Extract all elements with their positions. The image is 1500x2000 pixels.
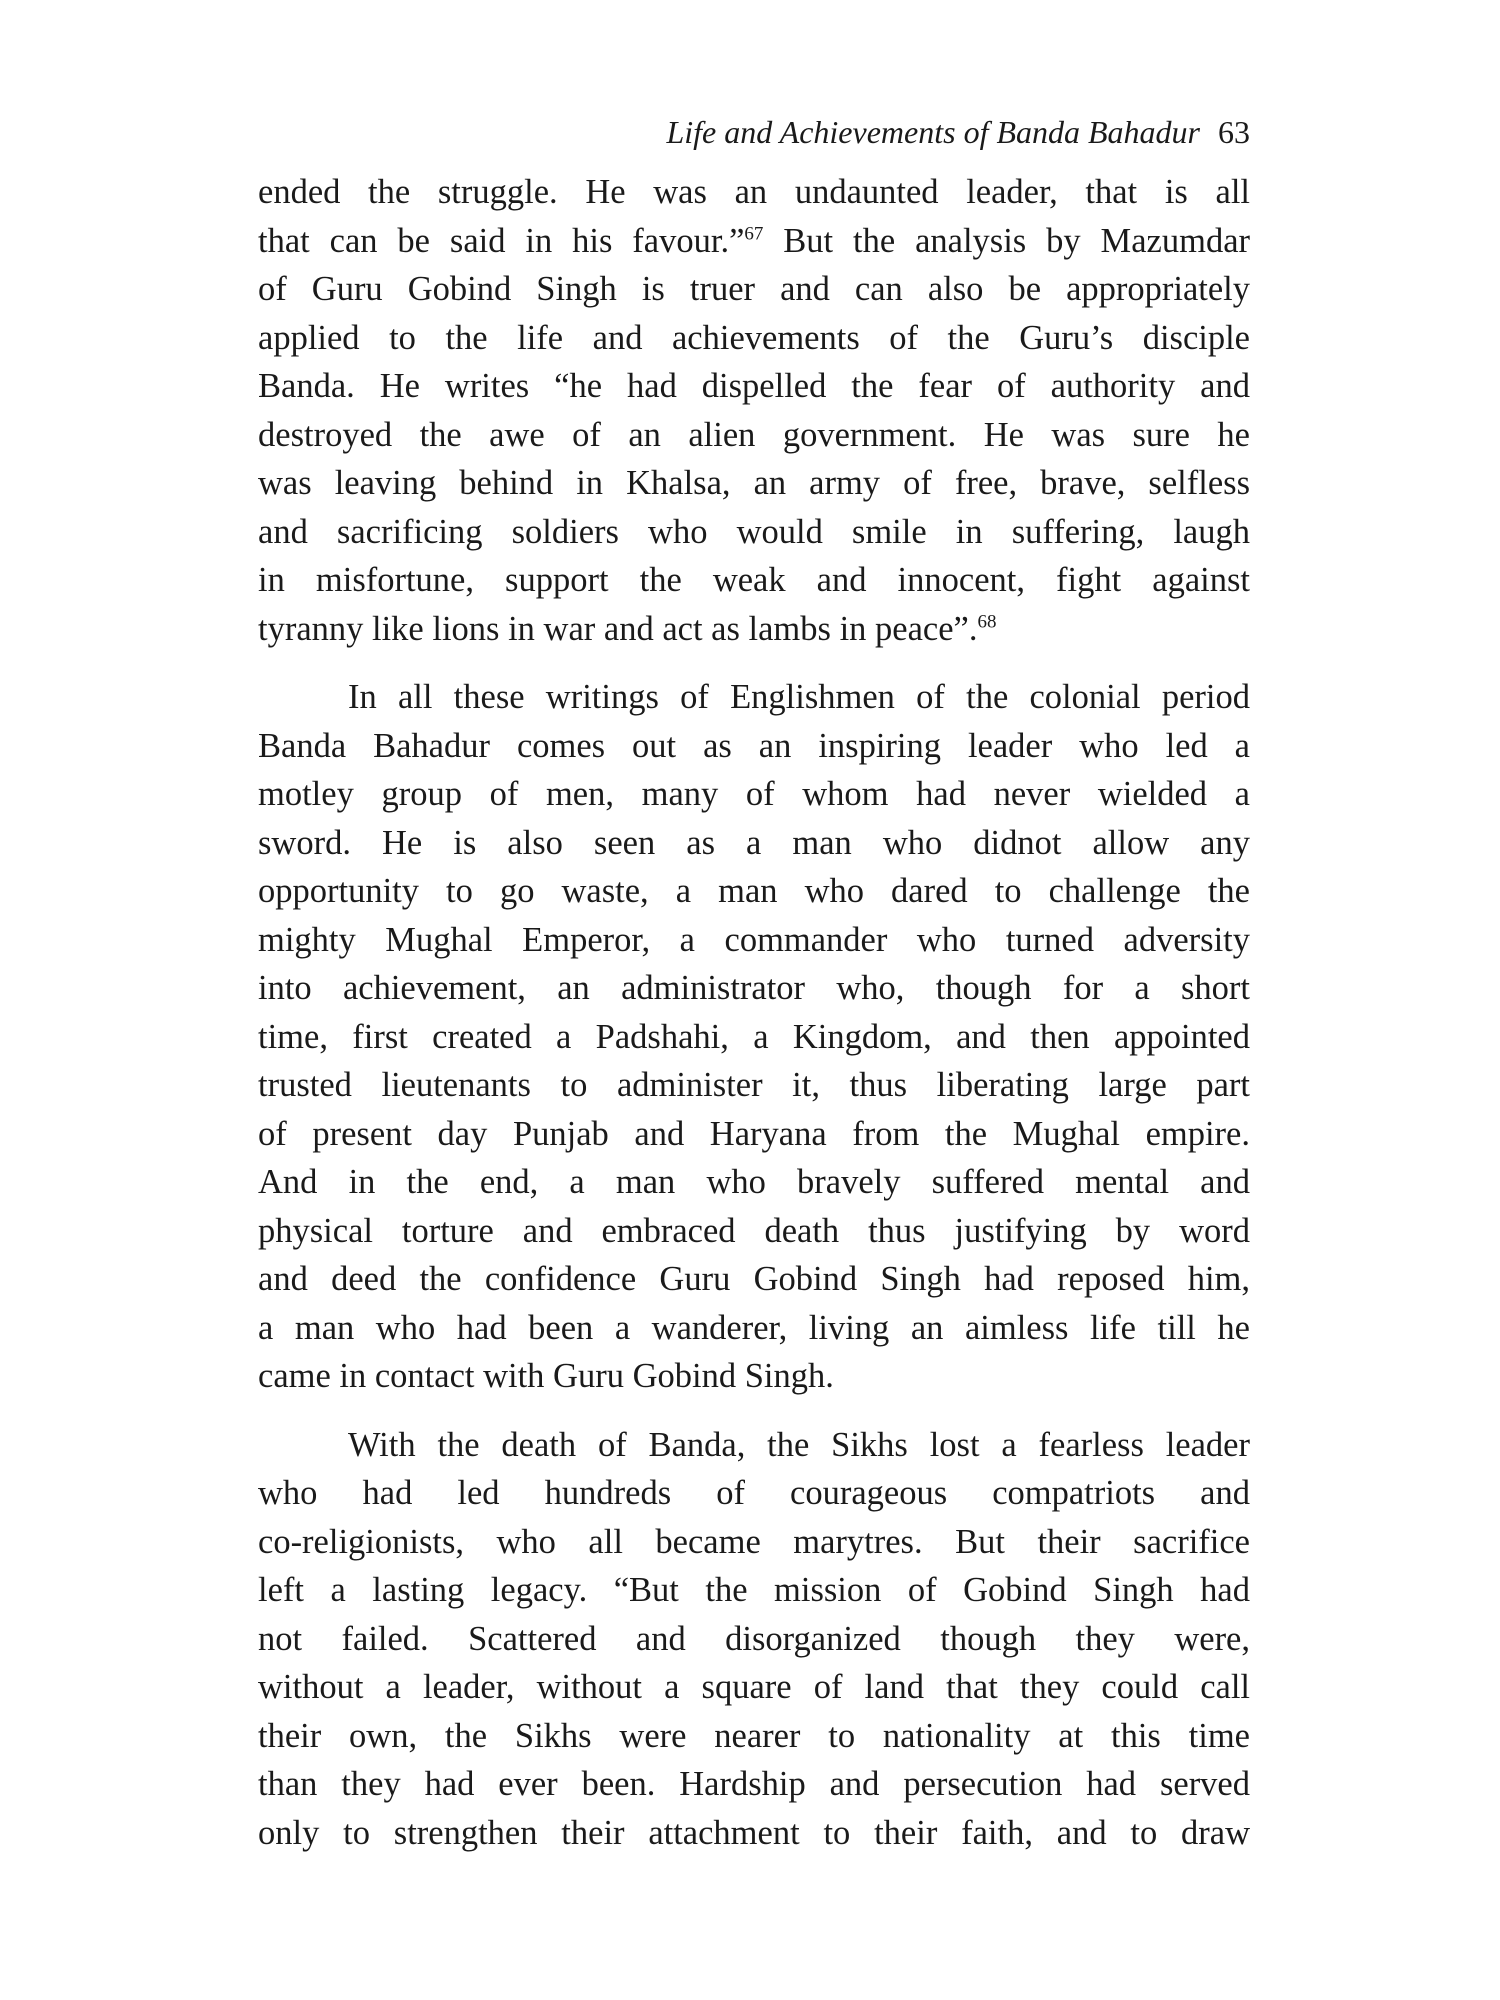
text-line: was leaving behind in Khalsa, an army of free, brave, selfless — [258, 464, 1250, 502]
text-line: of present day Punjab and Haryana from the Mughal empire. — [258, 1114, 1250, 1153]
text-line: Banda Bahadur comes out as an inspiring leader who led a — [258, 726, 1250, 765]
page-number: 63 — [1218, 114, 1250, 150]
text-line: tyranny like lions in war and act as lambs in peace”.$^{68}$ — [258, 609, 997, 648]
text-line: co-religionists, who all became marytres. But their sacrifice — [258, 1522, 1250, 1561]
footnote-ref-68: 68 — [977, 611, 997, 632]
text-line: came in contact with Guru Gobind Singh. — [258, 1357, 834, 1395]
text-line: in misfortune, support the weak and innocent, fight against — [258, 561, 1250, 599]
text-line: mighty Mughal Emperor, a commander who turned adversity — [258, 920, 1250, 959]
running-head-title: Life and Achievements of Banda Bahadur — [666, 114, 1200, 150]
text-line: physical torture and embraced death thus justifying by word — [258, 1211, 1250, 1250]
paragraph-2 — [258, 673, 1250, 1401]
text-line: only to strengthen their attachment to their faith, and to draw — [258, 1813, 1250, 1852]
text-line: not failed. Scattered and disorganized though they were, — [258, 1619, 1250, 1658]
text-line: that can be said in his favour.”$^{67}$ But the analysis by Mazumdar — [258, 221, 1250, 260]
text-line: and sacrificing soldiers who would smile in suffering, laugh — [258, 512, 1250, 551]
text-line: without a leader, without a square of land that they could call — [258, 1668, 1250, 1706]
text-line: time, first created a Padshahi, a Kingdom, and then appointed — [258, 1017, 1250, 1056]
footnote-ref-67: 67 — [744, 223, 764, 244]
body-text — [258, 168, 1250, 1877]
text-line: sword. He is also seen as a man who didnot allow any — [258, 823, 1250, 862]
text-line: In all these writings of Englishmen of the colonial period — [348, 678, 1250, 716]
paragraph-3 — [258, 1421, 1250, 1858]
text-line: Banda. He writes “he had dispelled the fear of authority and — [258, 367, 1250, 405]
text-line: who had led hundreds of courageous compatriots and — [258, 1474, 1250, 1512]
running-head — [258, 112, 1250, 152]
text-line: ended the struggle. He was an undaunted leader, that is all — [258, 173, 1250, 211]
text-line: destroyed the awe of an alien government. He was sure he — [258, 415, 1250, 454]
text-line: and deed the confidence Guru Gobind Singh had reposed him, — [258, 1260, 1250, 1298]
text-line: motley group of men, many of whom had never wielded a — [258, 775, 1250, 813]
text-line: into achievement, an administrator who, though for a short — [258, 969, 1250, 1007]
text-line: opportunity to go waste, a man who dared to challenge the — [258, 872, 1250, 910]
text-line: of Guru Gobind Singh is truer and can also be appropriately — [258, 270, 1250, 308]
paragraph-1 — [258, 168, 1250, 653]
text-line: left a lasting legacy. “But the mission of Gobind Singh had — [258, 1571, 1250, 1609]
text-line: With the death of Banda, the Sikhs lost a fearless leader — [348, 1425, 1250, 1464]
text-line: And in the end, a man who bravely suffered mental and — [258, 1163, 1250, 1201]
text-line: applied to the life and achievements of the Guru’s disciple — [258, 318, 1250, 357]
text-line: trusted lieutenants to administer it, thus liberating large part — [258, 1066, 1250, 1104]
text-line: than they had ever been. Hardship and persecution had served — [258, 1765, 1250, 1803]
text-line: a man who had been a wanderer, living an aimless life till he — [258, 1308, 1250, 1347]
text-line: their own, the Sikhs were nearer to nationality at this time — [258, 1716, 1250, 1755]
